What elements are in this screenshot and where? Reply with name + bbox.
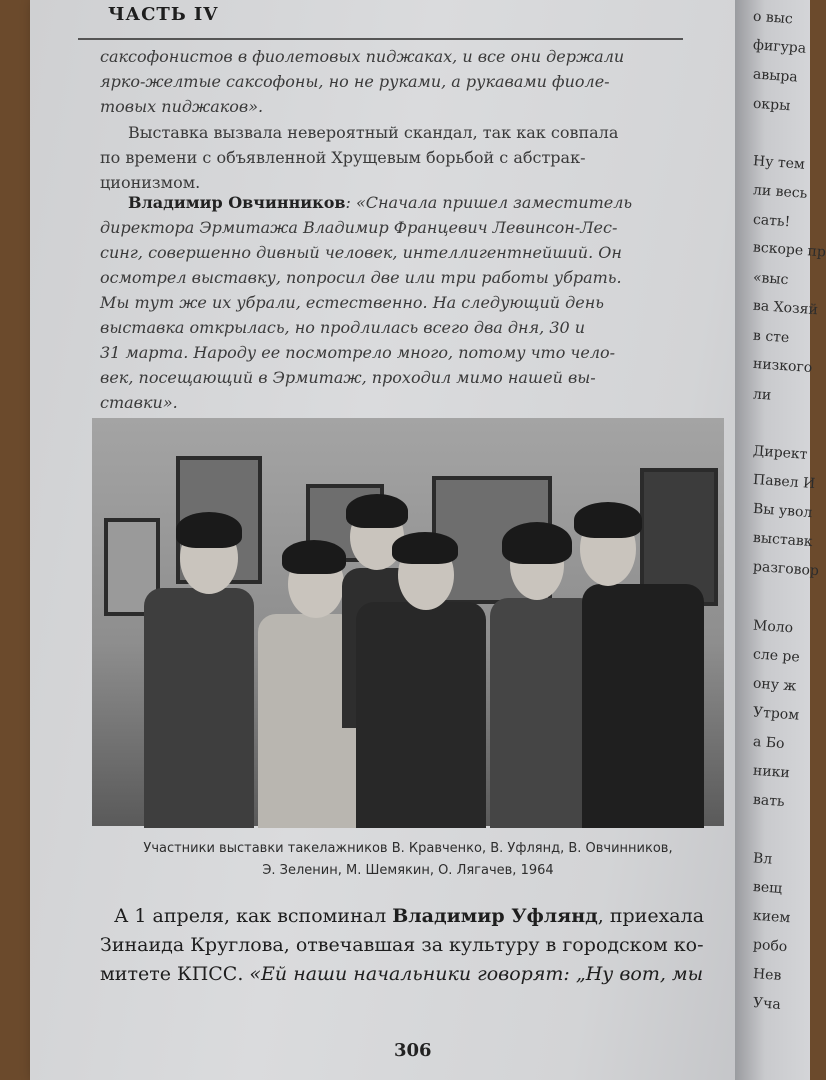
adjacent-page-fragment: «выс: [752, 269, 789, 289]
person-name: Владимир Уфлянд: [392, 905, 598, 927]
text-segment: А 1 апреля, как вспоминал: [114, 905, 393, 927]
adjacent-page-fragment: Вл: [752, 850, 773, 868]
adjacent-page-fragment: ва Хозяй: [752, 297, 819, 319]
text-line: Выставка вызвала невероятный скандал, так как совпала: [128, 123, 619, 142]
part-label: ЧАСТЬ IV: [108, 4, 219, 25]
adjacent-page-fragment: ли весь: [752, 182, 808, 202]
adjacent-page-fragment: выставк: [752, 529, 814, 551]
quote-start: «Ей наши начальники говорят: „Ну вот, мы: [249, 963, 704, 985]
adjacent-page-fragment: вать: [752, 791, 786, 811]
adjacent-page-fragment: о выс: [752, 8, 794, 28]
text-line: Мы тут же их убрали, естественно. На следующий день: [100, 293, 604, 312]
text-line: [100, 960, 740, 989]
adjacent-page-fragment: Павел И: [752, 471, 816, 493]
photo-caption: [92, 838, 724, 882]
adjacent-page-fragment: Утром: [752, 704, 800, 724]
text-line: товых пиджаков».: [100, 97, 264, 116]
adjacent-page-fragment: робо: [752, 936, 788, 956]
text-line: [100, 190, 705, 215]
group-photograph: [92, 418, 724, 826]
adjacent-page-fragment: ли: [752, 386, 772, 404]
adjacent-page-fragment: Уча: [752, 995, 782, 1013]
scandal-paragraph: [100, 120, 705, 195]
adjacent-page-fragment: Директ: [752, 443, 808, 463]
text-line: 31 марта. Народу ее посмотрело много, потому что чело-: [100, 343, 616, 362]
text-line: синг, совершенно дивный человек, интеллигентнейший. Он: [100, 243, 622, 262]
adjacent-page-fragment: сать!: [752, 211, 791, 231]
adjacent-page-fragment: Моло: [752, 617, 794, 637]
adjacent-page-fragment: в сте: [752, 327, 790, 347]
text-line: век, посещающий в Эрмитаж, проходил мимо нашей вы-: [100, 368, 596, 387]
adjacent-page-fragment: вскоре пр: [752, 239, 826, 261]
uflyand-paragraph: [100, 902, 740, 989]
adjacent-page-fragment: вещ: [752, 879, 783, 897]
text-line: Зинаида Круглова, отвечавшая за культуру в городском ко-: [100, 934, 704, 956]
adjacent-page-fragment: ники: [752, 762, 791, 782]
speaker-name: Владимир Овчинников: [128, 193, 346, 212]
text-line: осмотрел выставку, попросил две или три работы убрать.: [100, 268, 622, 287]
adjacent-page-fragment: авыра: [752, 66, 799, 86]
adjacent-page-fragment: кием: [752, 907, 791, 927]
text-line: ярко-желтые саксофоны, но не руками, а рукавами фиоле-: [100, 72, 610, 91]
text-segment: , приехала: [597, 905, 705, 927]
text-line: [100, 902, 740, 931]
text-segment: митете КПСС.: [100, 963, 250, 985]
adjacent-page-fragment: сле ре: [752, 646, 801, 666]
text-line: ставки».: [100, 393, 178, 412]
ovchinnikov-quote-paragraph: [100, 190, 705, 415]
adjacent-page-fragment: окры: [752, 95, 791, 115]
adjacent-page-fragment: а Бо: [752, 733, 786, 753]
text-line: ционизмом.: [100, 173, 201, 192]
quote-ending-paragraph: [100, 44, 705, 119]
caption-line: Участники выставки такелажников В. Кравченко, В. Уфлянд, В. Овчинников,: [143, 841, 673, 856]
adjacent-page-fragment: разговор: [752, 558, 820, 580]
adjacent-page-edge: [735, 0, 826, 1080]
adjacent-page-fragment: низкого: [752, 355, 813, 377]
text-line: саксофонистов в фиолетовых пиджаках, и все они держали: [100, 47, 625, 66]
text-line: выставка открылась, но продлилась всего два дня, 30 и: [100, 318, 586, 337]
page-number: 306: [394, 1040, 432, 1061]
adjacent-page-fragment: ону ж: [752, 675, 797, 695]
adjacent-page-fragment: Нев: [752, 966, 782, 984]
running-header: [78, 0, 683, 40]
adjacent-page-fragment: Вы увол: [752, 500, 813, 522]
text-line: по времени с объявленной Хрущевым борьбой с абстрак-: [100, 148, 586, 167]
text-line: директора Эрмитажа Владимир Францевич Левинсон-Лес-: [100, 218, 618, 237]
adjacent-page-fragment: Ну тем: [752, 153, 806, 173]
adjacent-page-fragment: фигура: [752, 37, 807, 57]
caption-line: Э. Зеленин, М. Шемякин, О. Лягачев, 1964: [262, 863, 554, 878]
quote-start: : «Сначала пришел заместитель: [345, 193, 633, 212]
